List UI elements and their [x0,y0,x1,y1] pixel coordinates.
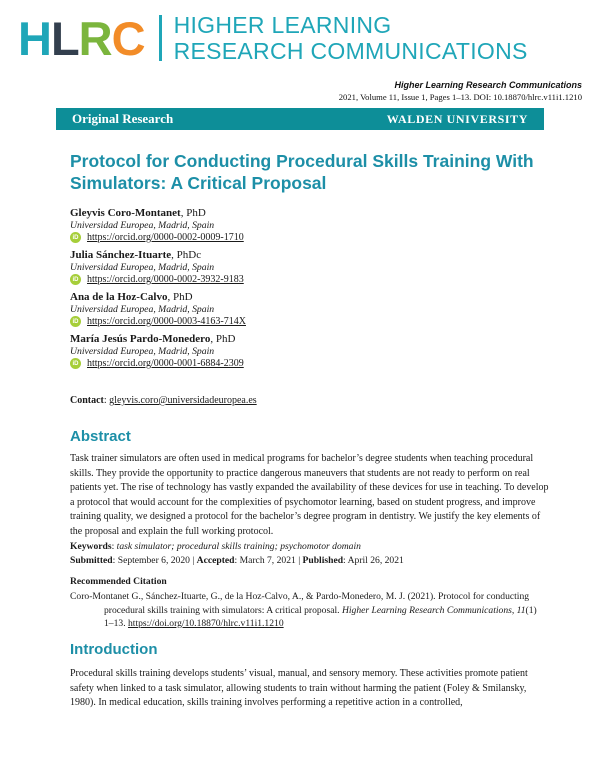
masthead-divider [159,15,162,61]
dates-line: Submitted: September 6, 2020 | Accepted: March 7, 2021 | Published: April 26, 2021 [70,554,404,566]
author-name-line [70,207,550,219]
author-name: María Jesús Pardo-Monedero [70,333,211,345]
contact-email-link[interactable]: gleyvis.coro@universidadeuropea.es [109,395,257,406]
journal-name: Higher Learning Research Communications [394,80,582,90]
author-name-line [70,333,550,345]
abstract-text: Task trainer simulators are often used in medical programs for bachelor’s degree students when teaching procedural skills. They provide the opportunity to practice dangerous maneuvers that students are not ready to perform on real patients yet. The rise of technology has vastly expanded the availability of these devices for use in teaching. To develop a protocol that would account for the complexities of psychomotor learning, based on student progress, and improve training quality, we designed a protocol for the bachelor’s degree program in dentistry. We justify the key elements of the proposal and explain the full working protocol. [70,453,549,537]
citation-heading: Recommended Citation [70,576,167,587]
orcid-icon: iD [70,232,81,243]
introduction-text: Procedural skills training develops students’ visual, manual, and sensory memory. These activities promote patient safety when linked to a task simulator, allowing students to train without harming the patient (Foley & Smilansky, 1980). In medical education, skills training involves performing a repetitive action in a controlled, [70,668,528,709]
journal-meta [339,80,582,102]
citation-line-1: Coro-Montanet G., Sánchez-Ituarte, G., de la Hoz-Calvo, A., & Pardo-Monedero, M. J. (2021). Protocol for conducting [70,591,530,602]
orcid-link[interactable]: https://orcid.org/0000-0002-0009-1710 [87,232,244,243]
citation-pages: 1–13. [104,618,128,629]
submitted-date: September 6, 2020 [117,554,190,566]
citation-line-2 [70,604,550,618]
author-affiliation: Universidad Europea, Madrid, Spain [70,220,215,231]
author-degree: , PhDc [171,249,202,261]
citation-line-3 [70,617,550,631]
accepted-label: Accepted [196,554,235,566]
journal-wordmark [174,12,528,64]
orcid-link[interactable]: https://orcid.org/0000-0001-6884-2309 [87,358,244,369]
hlrc-logo [18,11,145,65]
masthead [18,11,528,65]
orcid-icon: iD [70,358,81,369]
citation-title: procedural skills training with simulators: A critical proposal. [104,604,342,616]
logo-letter-h: H [18,11,51,65]
keywords-label: Keywords [70,541,112,552]
keywords-text: task simulator; procedural skills training; psychomotor domain [116,541,361,552]
author-name: Ana de la Hoz-Calvo [70,291,168,303]
logo-letter-l: L [50,11,79,65]
author-name: Gleyvis Coro-Montanet [70,207,181,219]
author-list [70,207,550,375]
orcid-line [70,232,550,243]
citation-issue: (1) [525,604,537,616]
keywords-and-dates [70,540,550,567]
author-name-line [70,249,550,261]
author-affiliation: Universidad Europea, Madrid, Spain [70,346,215,357]
article-type-band [56,108,544,130]
orcid-line [70,274,550,285]
orcid-icon: iD [70,316,81,327]
author-name: Julia Sánchez-Ituarte [70,249,172,261]
abstract-heading: Abstract [70,428,131,445]
citation-journal: Higher Learning Research Communications, 11 [341,604,526,616]
article-type: Original Research [72,111,174,126]
author-degree: , PhD [210,333,236,345]
logo-letter-r: R [78,11,112,65]
wordmark-line-2: RESEARCH COMMUNICATIONS [173,38,528,64]
author-block [70,249,550,285]
author-affiliation: Universidad Europea, Madrid, Spain [70,304,215,315]
author-block [70,333,550,369]
article-title: Protocol for Conducting Procedural Skills Training With Simulators: A Critical Proposal [70,151,534,193]
contact-label: Contact [70,395,104,406]
author-name-line [70,291,550,303]
author-degree: , PhD [180,207,206,219]
university-logo: WALDEN UNIVERSITY [386,111,528,126]
accepted-date: March 7, 2021 [239,554,296,566]
logo-letter-c: C [111,11,145,65]
recommended-citation [70,590,550,631]
published-date: April 26, 2021 [347,554,404,566]
author-block [70,291,550,327]
author-degree: , PhD [167,291,193,303]
journal-issue-info: 2021, Volume 11, Issue 1, Pages 1–13. DOI: 10.18870/hlrc.v11i1.1210 [338,92,582,102]
contact-line: Contact: gleyvis.coro@universidadeuropea.es [70,395,257,406]
published-label: Published [302,554,344,566]
citation-doi-link[interactable]: https://doi.org/10.18870/hlrc.v11i1.1210 [127,618,284,629]
introduction-heading: Introduction [70,641,158,658]
orcid-link[interactable]: https://orcid.org/0000-0003-4163-714X [87,316,246,327]
author-block [70,207,550,243]
orcid-link[interactable]: https://orcid.org/0000-0002-3932-9183 [87,274,244,285]
wordmark-line-1: HIGHER LEARNING [173,12,392,38]
keywords-line: Keywords: task simulator; procedural skills training; psychomotor domain [70,541,361,552]
submitted-label: Submitted [70,554,113,566]
author-affiliation: Universidad Europea, Madrid, Spain [70,262,215,273]
orcid-line [70,316,550,327]
orcid-line [70,358,550,369]
orcid-icon: iD [70,274,81,285]
